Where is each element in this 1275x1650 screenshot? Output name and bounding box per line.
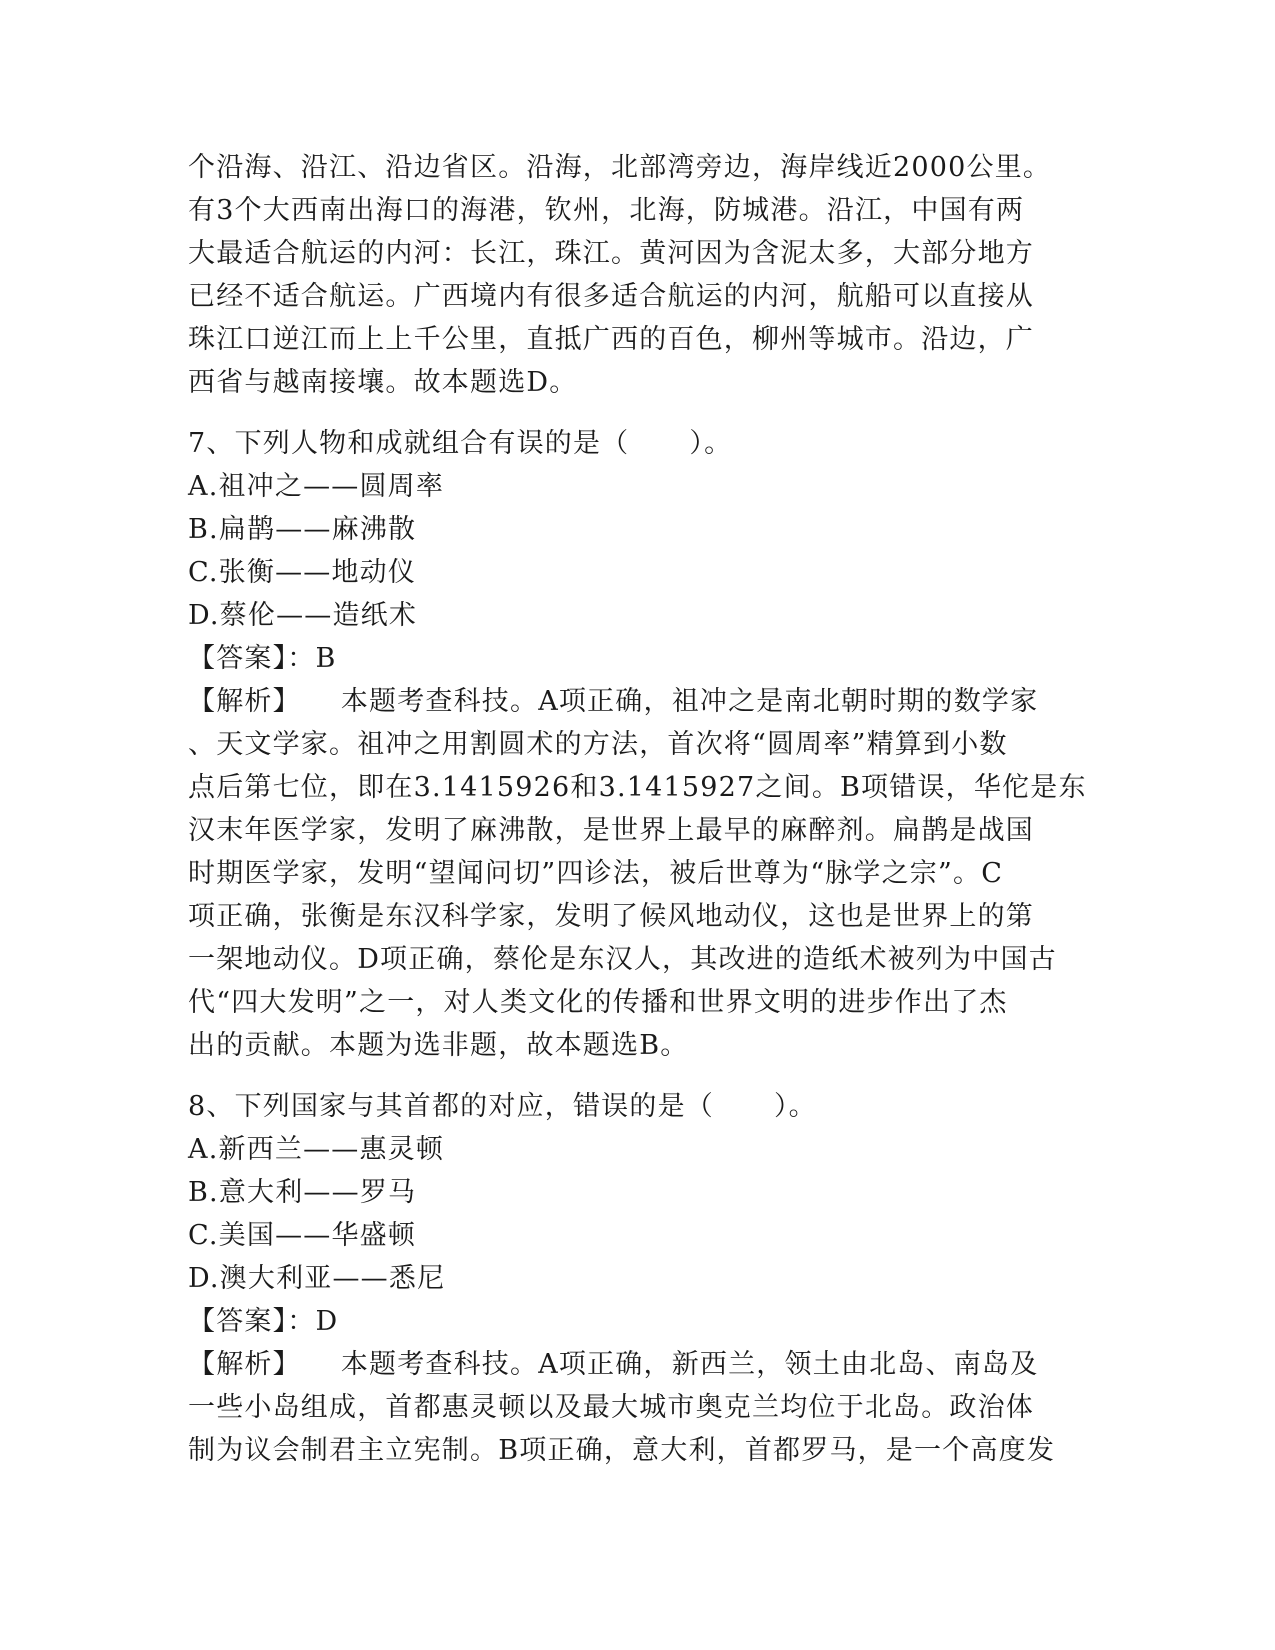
option-a: A.新西兰——惠灵顿	[188, 1134, 445, 1165]
answer-value: D	[315, 1306, 339, 1337]
stem-end: ）。	[689, 428, 733, 459]
analysis-line: 汉末年医学家，发明了麻沸散，是世界上最早的麻醉剂。扁鹊是战国	[188, 815, 1034, 846]
analysis-line: 、天文学家。祖冲之用割圆术的方法，首次将“圆周率”精算到小数	[188, 729, 1008, 760]
analysis-line: 时期医学家，发明“望闻问切”四诊法，被后世尊为“脉学之宗”。C	[188, 858, 1004, 889]
option-b: B.意大利——罗马	[188, 1177, 417, 1208]
analysis-line: 一架地动仪。D项正确，蔡伦是东汉人，其改进的造纸术被列为中国古	[188, 944, 1057, 975]
answer-label: 【答案】：	[188, 1306, 316, 1337]
option-b: B.扁鹊——麻沸散	[188, 514, 417, 545]
question-stem	[188, 422, 1083, 465]
analysis-line: 项正确，张衡是东汉科学家，发明了候风地动仪，这也是世界上的第	[188, 901, 1034, 932]
stem-end: ）。	[773, 1091, 817, 1122]
analysis-line: 出的贡献。本题为选非题，故本题选B。	[188, 1030, 689, 1061]
analysis-block	[188, 1343, 1083, 1472]
stem-text: 8、下列国家与其首都的对应，错误的是（	[188, 1091, 714, 1122]
document-page	[188, 146, 1087, 1472]
analysis-line: 一些小岛组成，首都惠灵顿以及最大城市奥克兰均位于北岛。政治体	[188, 1392, 1034, 1423]
answer-line	[188, 1300, 1083, 1343]
analysis-line: 代“四大发明”之一，对人类文化的传播和世界文明的进步作出了杰	[188, 987, 1008, 1018]
intro-line: 有3个大西南出海口的海港，钦州，北海，防城港。沿江，中国有两	[188, 195, 1025, 226]
intro-line: 个沿海、沿江、沿边省区。沿海，北部湾旁边，海岸线近2000公里。	[188, 152, 1052, 183]
analysis-block	[188, 680, 1087, 1067]
intro-line: 已经不适合航运。广西境内有很多适合航运的内河，航船可以直接从	[188, 281, 1034, 312]
analysis-text: 本题考查科技。A项正确，祖冲之是南北朝时期的数学家	[340, 686, 1039, 717]
option-d: D.澳大利亚——悉尼	[188, 1263, 446, 1294]
intro-line: 大最适合航运的内河：长江，珠江。黄河因为含泥太多，大部分地方	[188, 238, 1034, 269]
analysis-line	[188, 680, 1083, 723]
analysis-label: 【解析】	[188, 1349, 301, 1380]
option-c: C.美国——华盛顿	[188, 1220, 417, 1251]
answer-value: B	[315, 643, 337, 674]
question-stem	[188, 1085, 1083, 1128]
analysis-text: 本题考查科技。A项正确，新西兰，领土由北岛、南岛及	[340, 1349, 1039, 1380]
stem-text: 7、下列人物和成就组合有误的是（	[188, 428, 630, 459]
analysis-line	[188, 1343, 1083, 1386]
question-7	[188, 422, 1087, 1067]
intro-line: 西省与越南接壤。故本题选D。	[188, 367, 578, 398]
answer-line	[188, 637, 1083, 680]
analysis-line: 制为议会制君主立宪制。B项正确，意大利，首都罗马，是一个高度发	[188, 1435, 1056, 1466]
option-d: D.蔡伦——造纸术	[188, 600, 418, 631]
option-c: C.张衡——地动仪	[188, 557, 417, 588]
answer-label: 【答案】：	[188, 643, 316, 674]
intro-line: 珠江口逆江而上上千公里，直抵广西的百色，柳州等城市。沿边，广	[188, 324, 1034, 355]
question-8	[188, 1085, 1083, 1472]
option-a: A.祖冲之——圆周率	[188, 471, 445, 502]
intro-paragraph	[188, 146, 1083, 404]
analysis-label: 【解析】	[188, 686, 301, 717]
analysis-line: 点后第七位，即在3.1415926和3.1415927之间。B项错误，华佗是东	[188, 772, 1087, 803]
